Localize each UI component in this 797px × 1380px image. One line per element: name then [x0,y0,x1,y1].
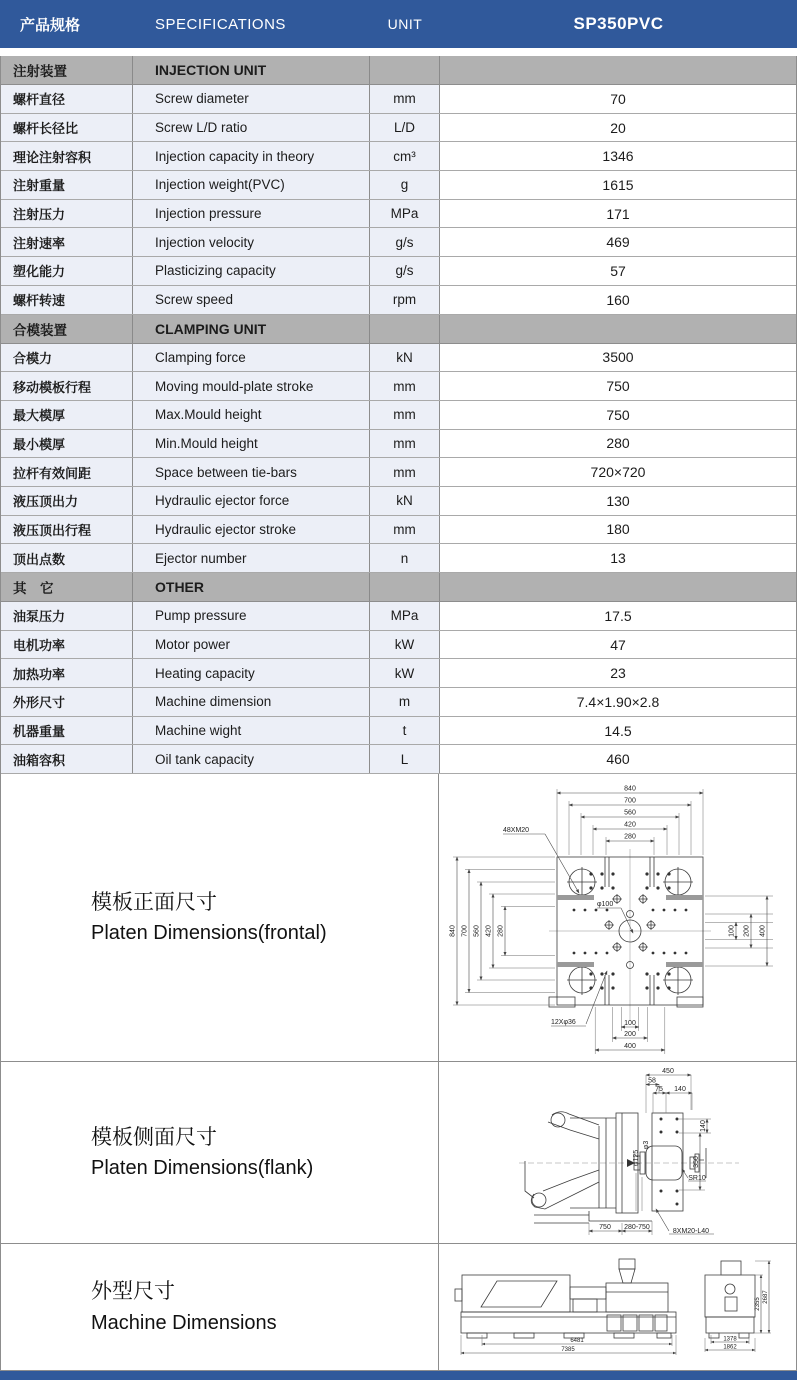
footer-bar [0,1371,797,1380]
section-value-cell [440,573,796,601]
drawing-cell-flank [439,1062,796,1243]
spec-value: 57 [440,257,796,285]
section-title-en: CLAMPING UNIT [133,315,370,343]
dim-label: 1378 [723,1336,737,1343]
spec-name-cn: 电机功率 [1,631,133,659]
section-unit-cell [370,315,440,343]
drawing-title-cn: 模板正面尺寸 [91,890,217,914]
spec-name-cn: 加热功率 [1,659,133,687]
drawing-row-machine [1,1244,796,1370]
dim-label: 400 [624,1042,636,1050]
table-row [1,114,796,143]
table-row [1,516,796,545]
dim-label: 400 [759,924,767,937]
table-row [1,430,796,459]
spec-unit: mm [370,401,440,429]
ejector-holes-label: 12Xφ36 [551,1018,576,1026]
spec-name-en: Max.Mould height [133,401,370,429]
spec-value: 180 [440,516,796,544]
spec-value: 3500 [440,344,796,372]
dim-label: φ125 [633,1149,640,1166]
spec-name-en: Plasticizing capacity [133,257,370,285]
spec-unit: L/D [370,114,440,142]
spec-name-cn: 移动模板行程 [1,372,133,400]
spec-name-en: Clamping force [133,344,370,372]
dim-label: 700 [624,797,636,805]
section-value-cell [440,56,796,84]
header-product-spec-cn: 产品规格 [20,16,81,34]
spec-unit: n [370,544,440,572]
spec-unit: kW [370,659,440,687]
spec-name-en: Min.Mould height [133,430,370,458]
header-unit: UNIT [387,16,423,32]
spec-value: 130 [440,487,796,515]
spec-value: 47 [440,631,796,659]
spec-value: 20 [440,114,796,142]
dim-label: 1862 [723,1344,737,1351]
section-header-row [1,573,796,602]
dim-label: 58 [648,1077,656,1085]
dim-label: 200 [743,924,751,937]
dim-label: φ3 [643,1140,650,1149]
dim-label: 100 [624,1019,636,1027]
dim-label: 75 [655,1085,663,1093]
spec-name-en: Heating capacity [133,659,370,687]
dim-label: 200 [624,1030,636,1038]
spec-name-en: Machine dimension [133,688,370,716]
drawing-cell-machine [439,1244,796,1370]
spec-name-cn: 螺杆长径比 [1,114,133,142]
spec-name-en: Pump pressure [133,602,370,630]
dim-label: 2687 [763,1290,769,1304]
bolt-spec-label: 8XM20-L40 [672,1227,710,1235]
spec-name-cn: 液压顶出力 [1,487,133,515]
spec-name-en: Injection capacity in theory [133,142,370,170]
section-header-row [1,56,796,85]
header-model-name: SP350PVC [573,14,664,33]
spec-name-cn: 拉杆有效间距 [1,458,133,486]
spec-unit: MPa [370,602,440,630]
spec-name-en: Injection weight(PVC) [133,171,370,199]
spec-value: 720×720 [440,458,796,486]
spec-name-en: Injection velocity [133,228,370,256]
table-row [1,228,796,257]
table-row [1,544,796,573]
table-row [1,372,796,401]
spec-value: 13 [440,544,796,572]
drawing-title-en: Platen Dimensions(flank) [91,1157,314,1180]
dim-label: 2355 [755,1297,761,1311]
spec-name-en: Moving mould-plate stroke [133,372,370,400]
spec-name-cn: 注射重量 [1,171,133,199]
dim-label: 420 [624,821,636,829]
drawing-row-frontal [1,774,796,1062]
spec-unit: g/s [370,257,440,285]
drawing-title-en: Platen Dimensions(frontal) [91,922,327,945]
platen-frontal-drawing [439,775,796,1061]
dim-label: 750 [599,1223,611,1231]
table-row [1,487,796,516]
table-row [1,458,796,487]
spec-table [0,56,797,774]
spec-value: 460 [440,745,796,773]
spec-value: 14.5 [440,717,796,745]
spec-value: 750 [440,401,796,429]
section-title-cn: 合模装置 [1,315,133,343]
spec-name-cn: 油箱容积 [1,745,133,773]
spec-value: 23 [440,659,796,687]
center-hole-label: φ100 [597,900,614,908]
spec-value: 70 [440,85,796,113]
dim-label: 280 [497,924,505,937]
spec-name-cn: 机器重量 [1,717,133,745]
dim-label: 560 [473,924,481,937]
section-header-row [1,315,796,344]
table-row [1,200,796,229]
spec-unit: MPa [370,200,440,228]
dim-label: 840 [624,785,636,793]
spec-value: 171 [440,200,796,228]
dim-label: 840 [449,924,457,937]
spec-name-cn: 理论注射容积 [1,142,133,170]
spec-name-en: Screw diameter [133,85,370,113]
spec-unit: g [370,171,440,199]
table-row [1,717,796,746]
table-row [1,659,796,688]
spec-unit: kW [370,631,440,659]
table-row [1,286,796,315]
spec-name-en: Motor power [133,631,370,659]
dim-label: 450 [662,1067,674,1075]
spec-unit: mm [370,458,440,486]
spec-unit: rpm [370,286,440,314]
spec-name-en: Space between tie-bars [133,458,370,486]
section-unit-cell [370,573,440,601]
spec-name-cn: 注射压力 [1,200,133,228]
nozzle-radius-label: SR10 [688,1174,706,1182]
spec-name-cn: 合模力 [1,344,133,372]
spec-unit: mm [370,372,440,400]
drawing-row-flank [1,1062,796,1244]
spec-value: 469 [440,228,796,256]
table-row [1,602,796,631]
drawing-label-machine [1,1244,439,1370]
spec-name-cn: 最小模厚 [1,430,133,458]
spec-value: 1615 [440,171,796,199]
spec-value: 17.5 [440,602,796,630]
dim-label: 100 [728,924,736,937]
spec-name-cn: 液压顶出行程 [1,516,133,544]
spec-name-en: Oil tank capacity [133,745,370,773]
spec-value: 7.4×1.90×2.8 [440,688,796,716]
machine-outline-drawing [439,1245,796,1369]
section-title-en: INJECTION UNIT [133,56,370,84]
spec-unit: t [370,717,440,745]
spec-name-en: Screw speed [133,286,370,314]
spec-unit: kN [370,344,440,372]
drawing-title-en: Machine Dimensions [91,1311,277,1334]
spec-unit: mm [370,85,440,113]
spec-name-cn: 外形尺寸 [1,688,133,716]
spec-unit: kN [370,487,440,515]
table-row [1,171,796,200]
spec-name-en: Ejector number [133,544,370,572]
spec-unit: g/s [370,228,440,256]
spec-name-en: Injection pressure [133,200,370,228]
drawing-label-flank [1,1062,439,1243]
spec-name-cn: 螺杆转速 [1,286,133,314]
table-row [1,257,796,286]
spec-name-cn: 顶出点数 [1,544,133,572]
spec-value: 280 [440,430,796,458]
header-gap [0,48,797,56]
spec-name-cn: 螺杆直径 [1,85,133,113]
spec-name-cn: 注射速率 [1,228,133,256]
spec-unit: mm [370,516,440,544]
spec-value: 1346 [440,142,796,170]
table-row [1,631,796,660]
drawing-label-frontal [1,774,439,1061]
section-value-cell [440,315,796,343]
dim-label: 420 [485,924,493,937]
spec-name-cn: 塑化能力 [1,257,133,285]
section-title-en: OTHER [133,573,370,601]
dim-label: 140 [700,1119,707,1132]
dim-label: 280-750 [624,1223,650,1231]
table-row [1,344,796,373]
spec-value: 160 [440,286,796,314]
spec-name-cn: 最大模厚 [1,401,133,429]
spec-name-cn: 油泵压力 [1,602,133,630]
spec-unit: mm [370,430,440,458]
spec-unit: L [370,745,440,773]
table-row [1,142,796,171]
table-row [1,85,796,114]
spec-name-en: Hydraulic ejector stroke [133,516,370,544]
spec-unit: cm³ [370,142,440,170]
spec-name-en: Machine wight [133,717,370,745]
section-title-cn: 注射装置 [1,56,133,84]
dim-label: 700 [461,924,469,937]
table-row [1,745,796,774]
drawing-cell-frontal [439,774,796,1061]
drawings-section [0,774,797,1371]
spec-name-en: Hydraulic ejector force [133,487,370,515]
spec-name-en: Screw L/D ratio [133,114,370,142]
table-header [0,0,797,48]
dim-label: 7385 [561,1347,575,1354]
header-specifications: SPECIFICATIONS [155,15,286,33]
table-row [1,401,796,430]
dim-label: 6481 [570,1338,584,1345]
spec-unit: m [370,688,440,716]
dim-label: 140 [674,1085,686,1093]
platen-flank-drawing [439,1063,796,1243]
dim-label: 350 [693,1155,700,1168]
dim-label: 560 [624,809,636,817]
table-row [1,688,796,717]
bolt-pattern-label: 48XM20 [503,826,530,834]
section-unit-cell [370,56,440,84]
spec-value: 750 [440,372,796,400]
section-title-cn: 其 它 [1,573,133,601]
drawing-title-cn: 外型尺寸 [91,1280,175,1304]
drawing-title-cn: 模板侧面尺寸 [91,1125,217,1149]
dim-label: 280 [624,833,636,841]
